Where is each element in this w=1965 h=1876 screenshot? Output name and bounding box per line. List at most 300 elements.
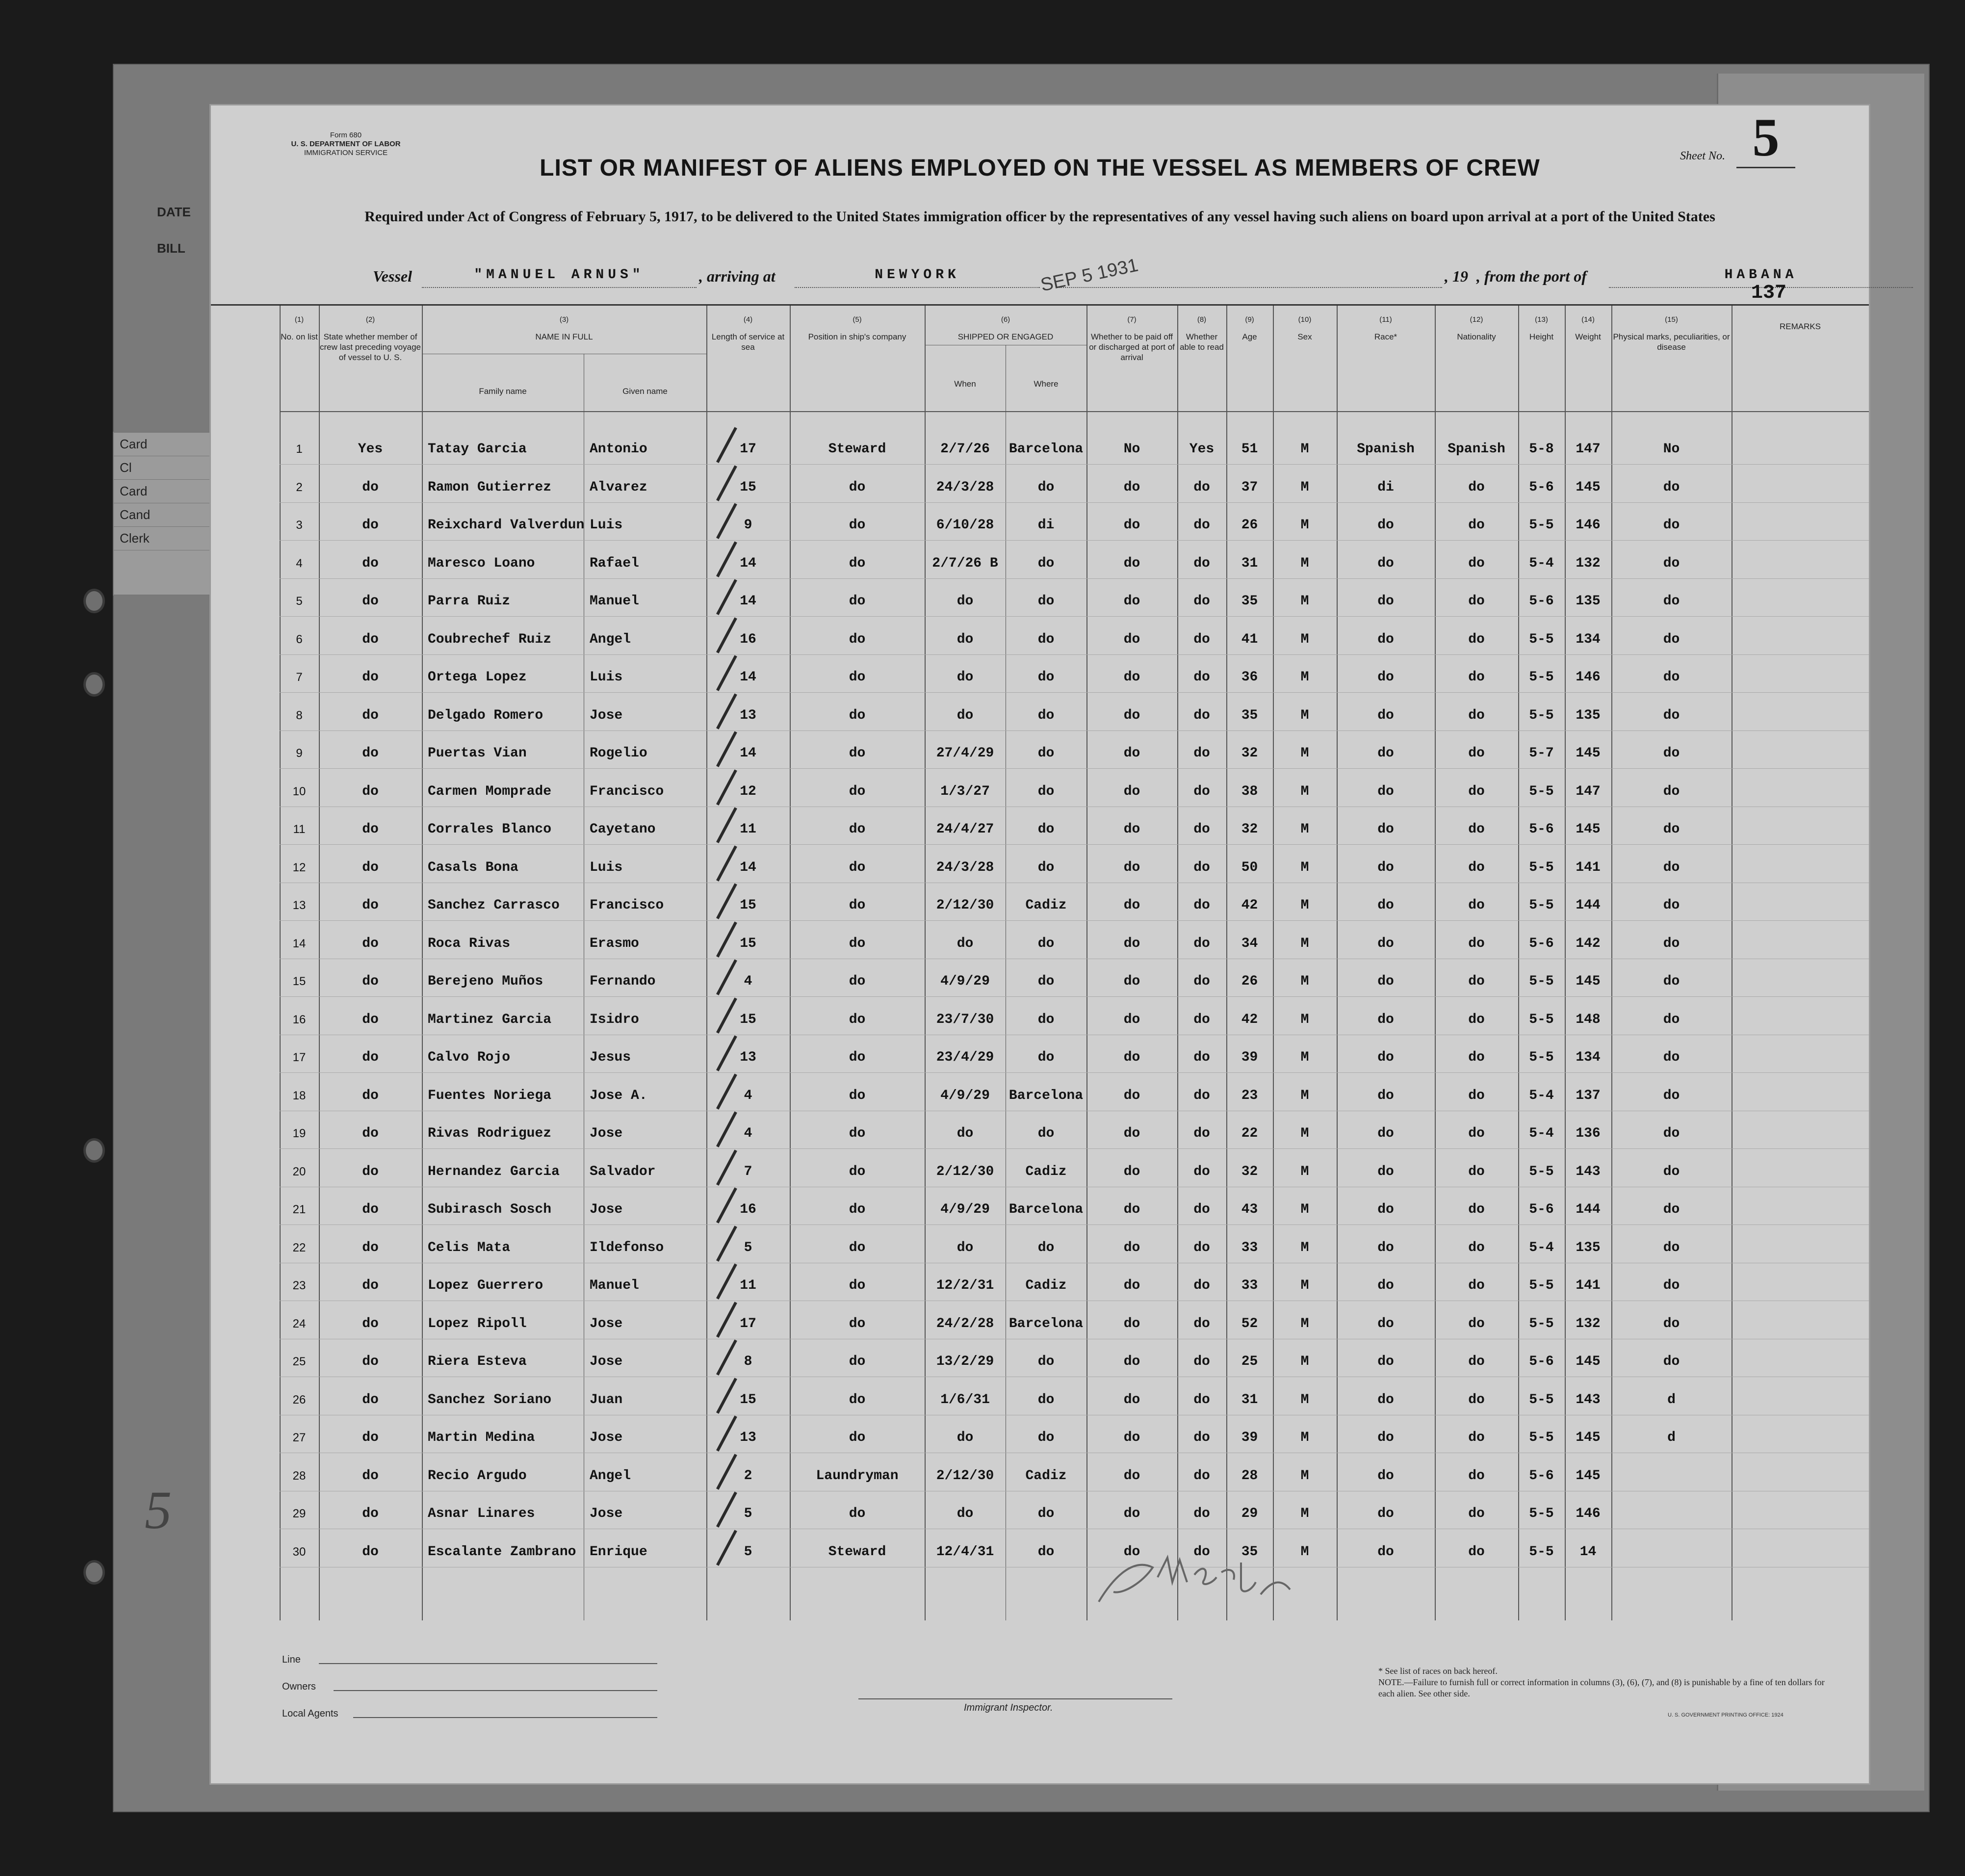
binder-hole [83,1560,105,1585]
cell-read: do [1193,746,1210,761]
cell-marks [1611,1540,1732,1564]
cell-sex: M [1300,783,1309,799]
cell-prev: do [362,670,379,685]
cell-where: Barcelona [1008,1088,1084,1103]
column-rule [1435,306,1436,1620]
cell-service: 15 [740,898,756,913]
column-rule [1611,306,1612,1620]
cell-weight: 147 [1576,442,1601,457]
printer-imprint: U. S. GOVERNMENT PRINTING OFFICE: 1924 [1668,1712,1784,1718]
where-header: Where [1034,379,1059,389]
cell-race: do [1377,860,1394,875]
cell-position: do [849,783,866,799]
cell-marks: do [1663,1354,1680,1369]
row-rule [280,768,1869,769]
cell-given: Rogelio [590,746,647,761]
column-number: (3) [559,315,569,324]
manifest-sheet [211,105,1869,1783]
cell-race: do [1377,1278,1394,1293]
cell-prev: do [362,1506,379,1521]
cell-when: 4/9/29 [940,1088,990,1103]
cell-service: 14 [740,670,756,685]
cell-nat: do [1468,783,1485,799]
cell-prev: do [362,974,379,989]
cell-paid: do [1123,1278,1140,1293]
cell-read: do [1193,1202,1210,1217]
cell-marks: do [1663,746,1680,761]
cell-family: Martin Medina [428,1430,535,1445]
cell-nat: do [1468,670,1485,685]
cell-age: 32 [1241,1164,1258,1179]
cell-weight: 144 [1576,898,1601,913]
cell-read: do [1193,783,1210,799]
cell-where: do [1037,974,1055,989]
column-header [1611,314,1732,352]
cell-paid: do [1123,974,1140,989]
cell-height: 5-4 [1529,1240,1554,1255]
column-label: SHIPPED OR ENGAGED [957,332,1054,341]
cell-sex: M [1300,1202,1309,1217]
cell-given: Angel [590,1468,631,1484]
column-number: (9) [1245,315,1254,324]
cell-read: do [1193,555,1210,571]
cell-position: do [849,1506,866,1521]
cell-age: 33 [1241,1278,1258,1293]
cell-marks: do [1663,1164,1680,1179]
cell-family: Corrales Blanco [428,822,552,837]
cell-when: do [957,594,974,609]
cell-when: do [957,936,974,951]
column-rule [706,306,707,1620]
card-line: Cand [114,503,217,527]
page-number: 137 [1751,282,1787,304]
cell-where: do [1037,707,1055,723]
cell-where: Barcelona [1008,1316,1084,1331]
form-number: Form 680 [330,131,362,139]
row-rule [280,578,1869,579]
cell-read: do [1193,1430,1210,1445]
cell-height: 5-5 [1529,1050,1554,1065]
cell-when: do [957,1126,974,1141]
cell-marks: do [1663,1202,1680,1217]
cell-marks: do [1663,555,1680,571]
column-number: (11) [1379,315,1392,324]
cell-nat: do [1468,822,1485,837]
sheet-number-label: Sheet No. [1680,150,1725,162]
cell-family: Maresco Loano [428,555,535,571]
cell-family: Lopez Ripoll [428,1316,527,1331]
cell-when: 2/7/26 [940,442,990,457]
cell-weight: 146 [1576,1506,1601,1521]
cell-position: do [849,479,866,495]
column-label: State whether member of crew last preceding voyage of vessel to U. S. [319,332,421,362]
cell-given: Jose [590,1126,623,1141]
cell-read: do [1193,518,1210,533]
cell-read: do [1193,1126,1210,1141]
cell-height: 5-7 [1529,746,1554,761]
cell-read: do [1193,1278,1210,1293]
column-header [1435,314,1518,342]
cell-race: do [1377,1088,1394,1103]
cell-age: 37 [1241,479,1258,495]
cell-marks: do [1663,936,1680,951]
cell-read: do [1193,1316,1210,1331]
cell-prev: do [362,1278,379,1293]
cell-when: 24/4/27 [936,822,994,837]
left-index-card [113,432,218,596]
cell-weight: 145 [1576,479,1601,495]
cell-weight: 136 [1576,1126,1601,1141]
cell-paid: do [1123,783,1140,799]
cell-nat: do [1468,1468,1485,1484]
cell-sex: M [1300,1430,1309,1445]
cell-age: 25 [1241,1354,1258,1369]
cell-no: 2 [296,480,303,494]
cell-sex: M [1300,1544,1309,1560]
cell-service: 11 [740,822,756,837]
cell-age: 22 [1241,1126,1258,1141]
cell-marks: do [1663,594,1680,609]
cell-paid: do [1123,746,1140,761]
column-header [1565,314,1611,342]
cell-service: 16 [740,631,756,647]
cell-sex: M [1300,1126,1309,1141]
cell-when: 12/4/31 [936,1544,994,1560]
cell-read: do [1193,822,1210,837]
cell-no: 27 [292,1431,306,1444]
cell-nat: do [1468,936,1485,951]
row-rule [280,616,1869,617]
column-header [925,314,1086,342]
cell-paid: do [1123,1126,1140,1141]
cell-paid: do [1123,822,1140,837]
cell-read: do [1193,479,1210,495]
cell-position: do [849,1202,866,1217]
cell-height: 5-5 [1529,1544,1554,1560]
cell-marks: do [1663,1012,1680,1027]
cell-age: 43 [1241,1202,1258,1217]
cell-race: do [1377,1468,1394,1484]
column-rule [1565,306,1566,1620]
cell-no: 22 [292,1241,306,1254]
cell-weight: 135 [1576,707,1601,723]
cell-nat: do [1468,631,1485,647]
cell-no: 28 [292,1469,306,1483]
row-rule [280,730,1869,731]
cell-service: 5 [744,1506,752,1521]
cell-when: 4/9/29 [940,1202,990,1217]
cell-height: 5-5 [1529,974,1554,989]
column-label: Age [1242,332,1257,341]
cell-marks: do [1663,898,1680,913]
cell-race: do [1377,1354,1394,1369]
cell-where: do [1037,1240,1055,1255]
cell-given: Rafael [590,555,639,571]
cell-height: 5-8 [1529,442,1554,457]
cell-nat: do [1468,1012,1485,1027]
cell-given: Jose A. [590,1088,647,1103]
agents-label: Local Agents [282,1708,338,1719]
column-label: Whether able to read [1180,332,1224,352]
cell-when: 12/2/31 [936,1278,994,1293]
cell-service: 2 [744,1468,752,1484]
cell-prev: do [362,1202,379,1217]
cell-service: 13 [740,1430,756,1445]
cell-height: 5-5 [1529,1278,1554,1293]
cell-read: do [1193,860,1210,875]
cell-weight: 142 [1576,936,1601,951]
cell-no: 29 [292,1507,306,1520]
arriving-label: , arriving at [699,267,776,285]
cell-marks: do [1663,974,1680,989]
cell-age: 26 [1241,518,1258,533]
cell-age: 42 [1241,898,1258,913]
cell-family: Tatay Garcia [428,442,527,457]
cell-no: 8 [296,708,303,722]
cell-given: Manuel [590,594,639,609]
cell-sex: M [1300,746,1309,761]
cell-sex: M [1300,518,1309,533]
cell-sex: M [1300,442,1309,457]
cell-when: 24/2/28 [936,1316,994,1331]
column-rule [1177,306,1178,1620]
cell-race: do [1377,631,1394,647]
cell-service: 16 [740,1202,756,1217]
cell-age: 34 [1241,936,1258,951]
cell-no: 1 [296,443,303,456]
cell-no: 19 [292,1127,306,1140]
cell-paid: do [1123,1544,1140,1560]
cell-height: 5-6 [1529,479,1554,495]
column-number: (2) [365,315,375,324]
cell-service: 15 [740,936,756,951]
cell-position: do [849,1050,866,1065]
cell-nat: do [1468,1088,1485,1103]
cell-service: 17 [740,1316,756,1331]
cell-paid: do [1123,1088,1140,1103]
column-rule [1086,306,1087,1620]
row-rule [280,920,1869,921]
row-rule [280,996,1869,997]
cell-weight: 134 [1576,631,1601,647]
cell-weight: 134 [1576,1050,1601,1065]
cell-service: 11 [740,1278,756,1293]
cell-prev: do [362,1316,379,1331]
page-title: LIST OR MANIFEST OF ALIENS EMPLOYED ON THE VESSEL AS MEMBERS OF CREW [540,155,1540,181]
cell-position: do [849,898,866,913]
cell-given: Enrique [590,1544,647,1560]
cell-race: do [1377,1506,1394,1521]
cell-position: do [849,670,866,685]
cell-no: 11 [293,823,306,836]
cell-age: 51 [1241,442,1258,457]
cell-weight: 143 [1576,1164,1601,1179]
cell-height: 5-5 [1529,1430,1554,1445]
cell-sex: M [1300,860,1309,875]
column-number: (4) [743,315,753,324]
cell-given: Salvador [590,1164,656,1179]
cell-given: Erasmo [590,936,639,951]
cell-no: 30 [292,1545,306,1559]
cell-when: 6/10/28 [936,518,994,533]
when-header: When [954,379,976,389]
column-label: Physical marks, peculiarities, or disease [1613,332,1730,352]
cell-paid: do [1123,1316,1140,1331]
stub-line: DATE [157,205,191,219]
column-header [1518,314,1565,342]
cell-nat: do [1468,1202,1485,1217]
cell-age: 39 [1241,1050,1258,1065]
cell-given: Francisco [590,783,664,799]
cell-no: 10 [292,784,306,798]
cell-family: Celis Mata [428,1240,511,1255]
cell-position: do [849,1088,866,1103]
cell-service: 14 [740,746,756,761]
cell-marks [1611,1502,1732,1526]
cell-service: 14 [740,860,756,875]
cell-sex: M [1300,1050,1309,1065]
column-header [280,314,319,342]
cell-position: do [849,936,866,951]
cell-service: 14 [740,594,756,609]
column-label: Weight [1575,332,1601,341]
cell-age: 23 [1241,1088,1258,1103]
row-rule [280,654,1869,655]
cell-weight: 141 [1576,860,1601,875]
cell-position: do [849,860,866,875]
cell-paid: do [1123,594,1140,609]
card-line: Cl [114,456,217,480]
cell-sex: M [1300,1012,1309,1027]
cell-weight: 148 [1576,1012,1601,1027]
row-rule [280,692,1869,693]
cell-prev: Yes [358,442,383,457]
family-name-header: Family name [479,387,527,396]
cell-marks: do [1663,1240,1680,1255]
cell-service: 4 [744,1088,752,1103]
cell-paid: do [1123,1392,1140,1407]
cell-position: do [849,1316,866,1331]
card-line: Card [114,480,217,503]
cell-marks [1611,1464,1732,1488]
cell-marks: do [1663,1316,1680,1331]
cell-weight: 132 [1576,1316,1601,1331]
cell-where: do [1037,1506,1055,1521]
column-number: (10) [1298,315,1312,324]
cell-service: 15 [740,479,756,495]
cell-position: do [849,1012,866,1027]
column-rule [319,306,320,1620]
inspector-signature [1094,1548,1300,1612]
cell-sex: M [1300,1278,1309,1293]
column-label: Nationality [1457,332,1496,341]
cell-marks: do [1663,783,1680,799]
cell-sex: M [1300,555,1309,571]
cell-sex: M [1300,1354,1309,1369]
cell-position: do [849,518,866,533]
cell-no: 7 [296,671,303,684]
column-rule [1226,306,1227,1620]
cell-marks: do [1663,1278,1680,1293]
year-label: , 19 [1445,267,1468,285]
owners-rule [334,1690,657,1691]
cell-sex: M [1300,1088,1309,1103]
page-subtitle: Required under Act of Congress of February 5, 1917, to be delivered to the United States immigration officer by the representatives of any vessel having such aliens on board upon arrival at a port of the United States [364,208,1715,225]
cell-family: Lopez Guerrero [428,1278,543,1293]
cell-marks: d [1667,1392,1676,1407]
cell-read: do [1193,1012,1210,1027]
row-rule [280,1148,1869,1149]
cell-prev: do [362,1468,379,1484]
cell-sex: M [1300,1316,1309,1331]
form-identifier [282,131,410,157]
cell-where: do [1037,1354,1055,1369]
given-name-header: Given name [622,387,668,396]
cell-race: do [1377,1430,1394,1445]
cell-given: Jose [590,1354,623,1369]
cell-given: Cayetano [590,822,656,837]
cell-age: 29 [1241,1506,1258,1521]
department-name: U. S. DEPARTMENT OF LABOR [291,140,401,148]
cell-nat: do [1468,1544,1485,1560]
from-label: , from the port of [1476,267,1587,285]
cell-given: Jose [590,1430,623,1445]
column-rule [1273,306,1274,1620]
vessel-name: "MANUEL ARNUS" [422,267,697,288]
cell-weight: 144 [1576,1202,1601,1217]
cell-nat: do [1468,860,1485,875]
cell-paid: No [1123,442,1140,457]
owners-label: Owners [282,1681,316,1692]
cell-prev: do [362,555,379,571]
cell-nat: do [1468,555,1485,571]
cell-no: 18 [292,1089,306,1102]
cell-age: 41 [1241,631,1258,647]
cell-age: 52 [1241,1316,1258,1331]
column-label: Position in ship's company [808,332,906,341]
cell-marks: do [1663,822,1680,837]
cell-position: do [849,707,866,723]
column-header [706,314,790,352]
cell-given: Jose [590,707,623,723]
cell-prev: do [362,479,379,495]
cell-prev: do [362,746,379,761]
cell-age: 33 [1241,1240,1258,1255]
cell-race: do [1377,746,1394,761]
cell-nat: Spanish [1448,442,1505,457]
column-label: No. on list [281,332,318,341]
cell-paid: do [1123,1468,1140,1484]
cell-given: Luis [590,860,623,875]
cell-when: do [957,1430,974,1445]
cell-marks: do [1663,1126,1680,1141]
line-rule [319,1663,657,1664]
cell-when: 23/7/30 [936,1012,994,1027]
cell-height: 5-5 [1529,1316,1554,1331]
cell-prev: do [362,1354,379,1369]
cell-height: 5-5 [1529,707,1554,723]
cell-family: Roca Rivas [428,936,511,951]
cell-position: do [849,822,866,837]
cell-race: do [1377,594,1394,609]
cell-weight: 135 [1576,594,1601,609]
binder-hole [83,589,105,613]
cell-given: Jose [590,1506,623,1521]
cell-paid: do [1123,898,1140,913]
cell-where: do [1037,860,1055,875]
cell-weight: 147 [1576,783,1601,799]
cell-sex: M [1300,1164,1309,1179]
